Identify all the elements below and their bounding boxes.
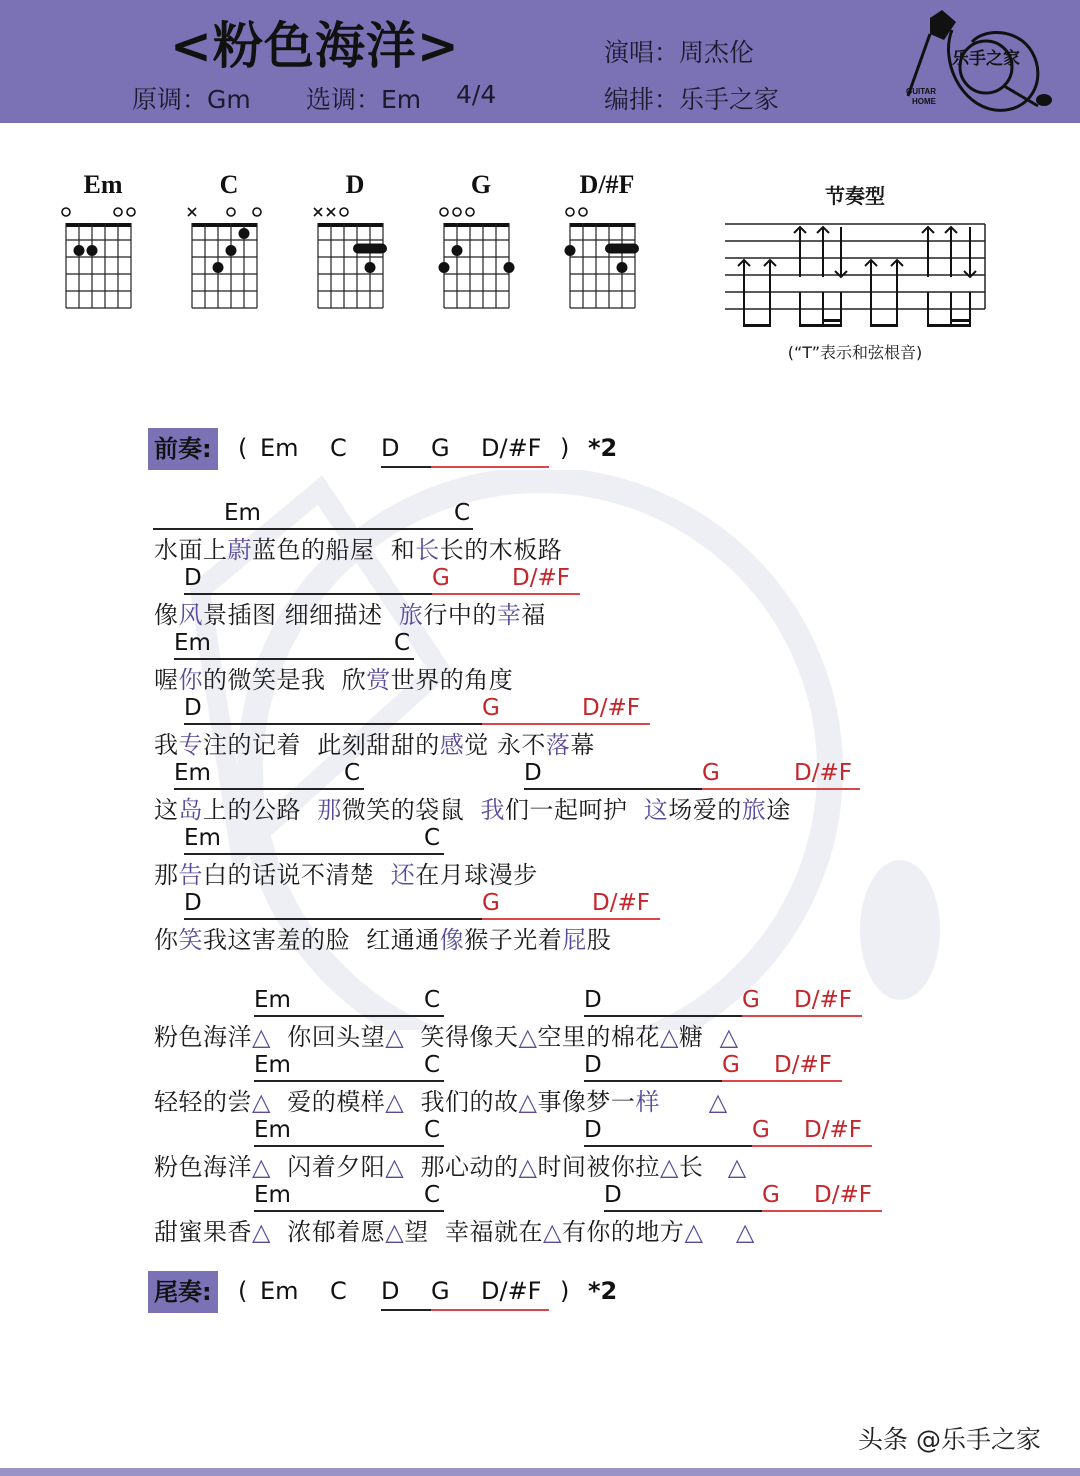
fretboard-icon xyxy=(60,203,146,315)
chord-label: G xyxy=(742,987,760,1013)
lyric-text: 望 幸福就在 xyxy=(404,1218,543,1246)
rhythm-staff-icon xyxy=(720,220,990,335)
lyric-text: 行中的 xyxy=(423,601,497,629)
chord-label: Em xyxy=(224,500,261,526)
time-signature: 4/4 xyxy=(456,80,497,109)
lyric-text: 这 xyxy=(154,796,179,824)
accent-syllable: 屁 xyxy=(562,926,587,954)
rhythm-pattern xyxy=(720,180,990,370)
accent-syllable: 那 xyxy=(317,796,342,824)
strum-triangle-icon: △ xyxy=(385,1153,405,1181)
outro-open-paren: ( xyxy=(238,1277,248,1305)
chord-label: C xyxy=(394,630,411,656)
chord-label: D/#F xyxy=(794,760,852,786)
lyric-text: 粉色海洋 xyxy=(154,1153,252,1181)
strum-triangle-icon: △ xyxy=(252,1023,271,1051)
chord-label: D/#F xyxy=(592,890,650,916)
intro-chord: G xyxy=(431,434,450,462)
arranger: 编排：乐手之家 xyxy=(604,85,780,114)
intro-repeat: *2 xyxy=(588,434,618,462)
lyric-text: 在月球漫步 xyxy=(415,861,538,889)
lyric-line xyxy=(154,1017,739,1052)
lyric-line xyxy=(154,595,546,630)
chord-label: D xyxy=(184,890,202,916)
lyric-text: 长的木板路 xyxy=(439,536,563,564)
lyric-text: 的微笑是我 欣 xyxy=(203,666,367,694)
lyric-text: 我这害羞的脸 红通通 xyxy=(203,926,440,954)
accent-syllable: 旅 xyxy=(398,601,424,629)
chord-label: Em xyxy=(174,630,211,656)
accent-syllable: 还 xyxy=(390,861,416,889)
lyric-text: 微笑的袋鼠 xyxy=(341,796,481,824)
bottom-bar xyxy=(0,1468,1080,1476)
chord-diagram-name: G xyxy=(470,170,492,199)
fretboard-icon xyxy=(438,203,524,315)
lyric-line xyxy=(154,725,595,760)
intro-chord: C xyxy=(330,434,347,462)
strum-triangle-icon: △ xyxy=(735,1218,755,1246)
chord-label: Em xyxy=(174,760,211,786)
strum-triangle-icon: △ xyxy=(252,1153,271,1181)
intro-chord: Em xyxy=(260,434,299,462)
chord-label: D xyxy=(604,1182,622,1208)
lyric-text: 那心动的 xyxy=(404,1153,519,1181)
chord-label: C xyxy=(454,500,471,526)
chord-diagram-name: D/#F xyxy=(579,170,635,199)
accent-syllable: 样 xyxy=(635,1088,660,1116)
chord-label: G xyxy=(432,565,450,591)
accent-syllable: 笑 xyxy=(178,926,203,954)
chord-diagram-c xyxy=(186,170,272,315)
header-band xyxy=(0,0,1080,123)
lyric-text: 事像梦一 xyxy=(537,1088,636,1116)
lyric-text: 甜蜜果香 xyxy=(154,1218,252,1246)
strum-triangle-icon: △ xyxy=(719,1023,739,1051)
chord-label: D xyxy=(584,987,602,1013)
lyric-text: 你 xyxy=(154,926,179,954)
chord-label: D/#F xyxy=(804,1117,862,1143)
fretboard-icon xyxy=(186,203,272,315)
chord-label: Em xyxy=(254,1117,291,1143)
strum-triangle-icon: △ xyxy=(708,1088,728,1116)
rhythm-title: 节奏型 xyxy=(825,184,885,208)
strum-triangle-icon: △ xyxy=(659,1023,679,1051)
chord-label: D xyxy=(584,1052,602,1078)
outro-chord: C xyxy=(330,1277,347,1305)
accent-syllable: 蔚 xyxy=(227,536,252,564)
outro-chord: Em xyxy=(260,1277,299,1305)
chord-underline-red xyxy=(431,466,549,468)
strum-triangle-icon: △ xyxy=(385,1218,405,1246)
lyric-text xyxy=(703,1218,736,1246)
lyric-line xyxy=(154,1147,747,1182)
lyric-text: 像 xyxy=(154,601,179,629)
chord-label: G xyxy=(702,760,720,786)
accent-syllable: 风 xyxy=(178,601,203,629)
lyric-text: 闪着夕阳 xyxy=(270,1153,386,1181)
chord-label: C xyxy=(424,1117,441,1143)
svg-text:GUITAR: GUITAR xyxy=(906,87,937,96)
lyric-text: 场爱的 xyxy=(668,796,742,824)
lyric-text: 福 xyxy=(521,601,546,629)
song-title: <粉色海洋> xyxy=(170,17,460,75)
rhythm-note: (“T”表示和弦根音) xyxy=(787,343,923,362)
lyric-text: 浓郁着愿 xyxy=(270,1218,386,1246)
intro-close-paren: ) xyxy=(560,434,570,462)
svg-text:乐手之家: 乐手之家 xyxy=(952,49,1020,69)
chord-label: G xyxy=(762,1182,780,1208)
lyric-text: 股 xyxy=(586,926,612,954)
strum-triangle-icon: △ xyxy=(684,1218,704,1246)
chord-label: D/#F xyxy=(794,987,852,1013)
lyric-text: 粉色海洋 xyxy=(154,1023,252,1051)
lyric-line xyxy=(154,660,513,695)
strum-triangle-icon: △ xyxy=(518,1088,538,1116)
accent-syllable: 幸 xyxy=(496,601,522,629)
lyric-line xyxy=(154,1082,728,1117)
accent-syllable: 落 xyxy=(545,731,571,759)
lyric-text: 觉 永不 xyxy=(464,731,546,759)
chord-underline-red xyxy=(722,1080,842,1082)
accent-syllable: 感 xyxy=(439,731,465,759)
lyric-text: 注的记着 此刻甜甜的 xyxy=(203,731,440,759)
original-key: 原调：Gm xyxy=(132,85,251,114)
lyric-line xyxy=(154,530,562,565)
accent-syllable: 像 xyxy=(439,926,465,954)
accent-syllable: 我 xyxy=(480,796,506,824)
chord-underline-red xyxy=(752,1145,872,1147)
chord-label: Em xyxy=(254,1182,291,1208)
accent-syllable: 这 xyxy=(643,796,669,824)
intro-chord: D xyxy=(381,434,400,462)
lyric-text: 途 xyxy=(766,796,791,824)
strum-triangle-icon: △ xyxy=(518,1153,538,1181)
strum-triangle-icon: △ xyxy=(659,1153,679,1181)
lyric-text: 爱的模样 xyxy=(270,1088,386,1116)
intro-open-paren: ( xyxy=(238,434,248,462)
outro-chord: D/#F xyxy=(481,1277,542,1305)
lyric-text xyxy=(660,1088,709,1116)
lyric-text: 空里的棉花 xyxy=(537,1023,660,1051)
chord-underline xyxy=(381,466,431,468)
chord-label: D/#F xyxy=(512,565,570,591)
lyric-text: 轻轻的尝 xyxy=(154,1088,252,1116)
strum-triangle-icon: △ xyxy=(385,1023,405,1051)
lyric-text: 水面上 xyxy=(154,536,228,564)
accent-syllable: 告 xyxy=(178,861,203,889)
lyric-text: 时间被你拉 xyxy=(537,1153,660,1181)
chord-label: G xyxy=(722,1052,740,1078)
lyric-text: 白的话说不清楚 xyxy=(203,861,391,889)
chord-label: Em xyxy=(184,825,221,851)
chord-diagram-name: Em xyxy=(83,170,123,199)
intro-chord: D/#F xyxy=(481,434,542,462)
chord-label: Em xyxy=(254,1052,291,1078)
intro-label: 前奏: xyxy=(148,428,218,470)
strum-triangle-icon: △ xyxy=(542,1218,562,1246)
chord-label: G xyxy=(482,695,500,721)
chord-diagram-d xyxy=(312,170,398,315)
lyric-text: 蓝色的船屋 和 xyxy=(252,536,416,564)
chord-diagram-name: C xyxy=(219,170,239,199)
lyric-text: 上的公路 xyxy=(203,796,318,824)
lyric-text: 糖 xyxy=(678,1023,720,1051)
singer: 演唱：周杰伦 xyxy=(604,38,755,67)
outro-repeat: *2 xyxy=(588,1277,618,1305)
lyric-text: 我们的故 xyxy=(404,1088,519,1116)
chord-label: D xyxy=(584,1117,602,1143)
chord-label: C xyxy=(344,760,361,786)
lyric-text: 有你的地方 xyxy=(561,1218,685,1246)
chord-label: Em xyxy=(254,987,291,1013)
chord-underline xyxy=(381,1309,431,1311)
accent-syllable: 长 xyxy=(415,536,440,564)
chord-label: G xyxy=(752,1117,770,1143)
strum-triangle-icon: △ xyxy=(385,1088,405,1116)
lyric-text: 喔 xyxy=(154,666,179,694)
chord-label: C xyxy=(424,987,441,1013)
fretboard-icon xyxy=(564,203,650,315)
accent-syllable: 岛 xyxy=(178,796,203,824)
accent-syllable: 你 xyxy=(178,666,203,694)
chord-label: D/#F xyxy=(774,1052,832,1078)
chord-underline-red xyxy=(431,1309,549,1311)
lyric-line xyxy=(154,920,611,955)
outro-chord: G xyxy=(431,1277,450,1305)
accent-syllable: 旅 xyxy=(741,796,767,824)
lyric-text: 世界的角度 xyxy=(390,666,514,694)
lyric-text: 幕 xyxy=(570,731,595,759)
chord-underline-red xyxy=(742,1015,862,1017)
lyric-text: 景插图 细细描述 xyxy=(203,601,399,629)
lyric-text: 猴子光着 xyxy=(464,926,563,954)
outro-close-paren: ) xyxy=(560,1277,570,1305)
footer-watermark: 头条 @乐手之家 xyxy=(858,1425,1041,1454)
chosen-key: 选调：Em xyxy=(306,85,422,114)
chord-diagram-g xyxy=(438,170,524,315)
chord-label: D/#F xyxy=(582,695,640,721)
lyric-line xyxy=(154,1212,755,1247)
strum-triangle-icon: △ xyxy=(518,1023,538,1051)
lyric-text: 你回头望 xyxy=(270,1023,386,1051)
chord-label: D xyxy=(184,565,202,591)
chord-label: C xyxy=(424,1182,441,1208)
chord-label: D/#F xyxy=(814,1182,872,1208)
lyric-text: 笑得像天 xyxy=(404,1023,519,1051)
accent-syllable: 专 xyxy=(178,731,203,759)
chord-label: G xyxy=(482,890,500,916)
fretboard-icon xyxy=(312,203,398,315)
chord-diagram-em xyxy=(60,170,146,315)
chord-label: D xyxy=(524,760,542,786)
chord-diagram-name: D xyxy=(345,170,365,199)
guitar-home-logo-icon xyxy=(900,10,1060,118)
chord-label: C xyxy=(424,1052,441,1078)
chord-underline-red xyxy=(762,1210,882,1212)
lyric-text: 那 xyxy=(154,861,179,889)
outro-chord: D xyxy=(381,1277,400,1305)
outro-label: 尾奏: xyxy=(148,1271,218,1313)
strum-triangle-icon: △ xyxy=(252,1218,271,1246)
svg-text:HOME: HOME xyxy=(912,97,936,106)
strum-triangle-icon: △ xyxy=(727,1153,747,1181)
chord-diagram-df xyxy=(564,170,650,315)
lyric-line xyxy=(154,855,538,890)
lyric-text: 们一起呵护 xyxy=(505,796,644,824)
chord-label: C xyxy=(424,825,441,851)
strum-triangle-icon: △ xyxy=(252,1088,271,1116)
lyric-text: 我 xyxy=(154,731,179,759)
lyric-line xyxy=(154,790,791,825)
chord-label: D xyxy=(184,695,202,721)
accent-syllable: 赏 xyxy=(366,666,391,694)
lyric-text: 长 xyxy=(678,1153,728,1181)
